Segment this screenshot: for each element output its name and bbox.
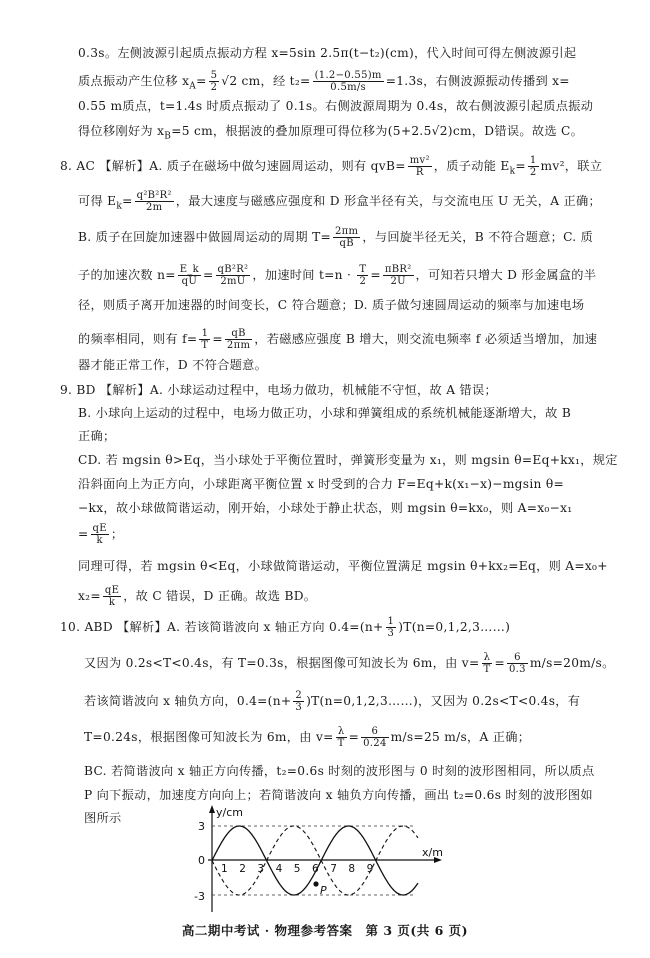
text-line	[78, 475, 590, 493]
denominator: 0.24	[363, 738, 387, 749]
numerator: 6	[361, 726, 388, 738]
text-run: T=0.24s，根据图像可知波长为 6m，由 v=	[84, 730, 334, 744]
denominator: 0.3	[509, 664, 526, 675]
text-run: ；	[110, 527, 124, 541]
text-line	[60, 155, 603, 180]
x-axis-label: x/m	[422, 846, 443, 859]
text-line	[78, 404, 590, 422]
text-run: 得位移刚好为 x	[78, 124, 165, 138]
fraction	[293, 690, 304, 713]
denominator: k	[108, 597, 116, 608]
text-line	[78, 70, 590, 95]
text-run: 器才能正常工作，D 不符合题意。	[78, 358, 268, 372]
text-line	[78, 427, 590, 445]
text-line	[84, 726, 590, 749]
numerator: λ	[336, 726, 347, 738]
text-run: 9. BD 【解析】A. 小球运动过程中，电场力做功，机械能不守恒，故 A 错误；	[60, 383, 497, 397]
text-run: 的频率相同，则有 f=	[78, 332, 198, 346]
text-run: 0.55 m质点，t=1.4s 时质点振动了 0.1s。右侧波源周期为 0.4s，故右侧波源引起质点振动	[78, 99, 594, 113]
fraction	[313, 70, 384, 93]
x-tick-label: 2	[239, 863, 246, 875]
text-line	[60, 616, 590, 639]
denominator: 2m	[145, 202, 163, 213]
fraction	[178, 264, 201, 287]
text-run: P 向下振动，加速度方向向上；若简谐波向 x 轴负方向传播，画出 t₂=0.6s 时刻的波形图如	[84, 788, 593, 802]
denominator: R	[415, 167, 424, 178]
text-run: =	[196, 74, 207, 88]
text-line	[84, 652, 615, 675]
text-run: 又因为 0.2s<T<0.4s，有 T=0.3s，根据图像可知波长为 6m，由 v=	[84, 656, 480, 670]
text-run: =	[212, 332, 223, 346]
numerator: 2πm	[335, 226, 359, 237]
x-tick-label: 9	[366, 863, 374, 875]
text-run: 可得 E	[78, 194, 117, 208]
text-run: 沿斜面向上为正方向，小球距离平衡位置 x 时受到的合力 F=Eq+k(x₁−x)−mgsin θ=	[78, 477, 565, 491]
x-tick-label: 3	[257, 863, 265, 875]
numerator: E_k	[179, 264, 200, 275]
denominator: 2	[359, 276, 367, 287]
text-run: 子的加速次数 n=	[78, 268, 176, 282]
text-run: =	[203, 268, 214, 282]
text-line	[78, 97, 594, 115]
numerator: qB²R²	[217, 264, 249, 275]
text-run: A	[189, 81, 197, 92]
text-run: =	[122, 194, 133, 208]
fraction	[103, 585, 121, 608]
denominator: qU	[181, 276, 198, 287]
text-run: B	[164, 131, 172, 142]
fraction	[333, 226, 360, 249]
fraction	[91, 523, 109, 546]
text-line	[84, 786, 593, 804]
fraction	[386, 616, 397, 639]
text-run: =	[348, 730, 360, 744]
text-run: =	[494, 656, 505, 670]
denominator: 2πm	[226, 340, 251, 351]
text-run: =	[370, 268, 381, 282]
numerator: 2	[295, 690, 303, 701]
y-tick-label: -3	[194, 890, 205, 903]
text-run: ，若磁感应强度 B 增大，则交流电频率 f 必须适当增加，加速	[254, 332, 598, 346]
numerator: 1	[387, 616, 395, 627]
text-line	[78, 264, 597, 287]
denominator: 2	[210, 82, 218, 93]
text-run: x₂=	[78, 589, 101, 603]
fraction	[225, 328, 252, 351]
text-run: )T(n=0,1,2,3……)	[398, 620, 511, 634]
text-run: 图所示	[84, 811, 122, 825]
text-run: k	[509, 166, 516, 177]
text-run: √2 cm，经 t₂=	[221, 74, 311, 88]
text-line	[78, 451, 618, 469]
text-run: B. 质子在回旋加速器中做圆周运动的周期 T=	[78, 230, 332, 244]
text-run: m/s=20m/s。	[529, 656, 615, 670]
text-line	[78, 585, 590, 608]
y-tick-label: 3	[198, 820, 205, 833]
text-line	[78, 557, 608, 575]
text-run: ，最大速度与磁感应强度和 D 形盒半径有关，与交流电压 U 无关，A 正确；	[175, 194, 601, 208]
text-line	[78, 122, 590, 145]
denominator: 2mU	[220, 276, 246, 287]
text-run: ，故 C 错误，D 正确。故选 BD。	[123, 589, 317, 603]
text-run: =	[515, 159, 526, 173]
text-run: ，加速时间 t=n ·	[252, 268, 356, 282]
text-line	[84, 762, 595, 780]
numerator: qE	[104, 585, 120, 596]
denominator: T	[201, 340, 209, 351]
denominator: 0.5m/s	[330, 82, 366, 93]
text-line	[78, 296, 590, 314]
text-run: 8. AC 【解析】A. 质子在磁场中做匀速圆周运动，则有 qvB=	[60, 159, 406, 173]
numerator: 6	[507, 652, 528, 664]
fraction	[408, 155, 432, 178]
text-run: BC. 若简谐波向 x 轴正方向传播，t₂=0.6s 时刻的波形图与 0 时刻的波形图相同，所以质点	[84, 764, 595, 778]
numerator: qE	[92, 523, 107, 534]
fraction	[528, 155, 539, 178]
text-run: 若该简谐波向 x 轴负方向，0.4=(n+	[84, 694, 292, 708]
text-line	[78, 499, 590, 517]
fraction	[135, 190, 174, 213]
text-line	[78, 190, 601, 215]
fraction	[482, 652, 493, 675]
text-run: =1.3s，右侧波源振动传播到 x=	[385, 74, 570, 88]
numerator: q²B²R²	[136, 190, 172, 201]
x-tick-label: 4	[275, 863, 283, 875]
denominator: 3	[387, 628, 395, 639]
page-footer: 高二期中考试 · 物理参考答案 第 3 页(共 6 页)	[181, 923, 469, 938]
y-axis-arrow	[209, 805, 215, 813]
text-run: 质点振动产生位移 x	[78, 74, 190, 88]
denominator: qB	[339, 238, 354, 249]
denominator: T	[483, 664, 491, 675]
x-tick-label: 7	[330, 863, 337, 875]
text-line	[78, 226, 594, 249]
denominator: 3	[295, 702, 303, 713]
text-run: 正确；	[78, 429, 116, 443]
denominator: T	[337, 738, 345, 749]
text-run: mv²，联立	[540, 159, 603, 173]
text-line	[78, 328, 598, 351]
fraction	[507, 652, 528, 675]
text-line	[84, 690, 590, 713]
text-run: ，质子动能 E	[433, 159, 510, 173]
text-run: −kx，故小球做简谐运动，刚开始，小球处于静止状态，则 mgsin θ=kx₀，则 A=x₀−x₁	[78, 501, 573, 515]
text-run: =5 cm，根据波的叠加原理可得位移为(5+2.5√2)cm，D错误。故选 C。	[171, 124, 584, 138]
y-axis-label: y/cm	[216, 806, 243, 819]
text-run: ，与回旋半径无关，B 不符合题意；C. 质	[362, 230, 594, 244]
denominator: k	[96, 535, 103, 546]
fraction	[199, 328, 210, 351]
numerator: πBR²	[384, 264, 412, 275]
numerator: mv²	[409, 155, 430, 166]
text-run: k	[116, 201, 123, 212]
fraction	[209, 70, 220, 93]
text-run: 0.3s。左侧波源引起质点振动方程 x=5sin 2.5π(t−t₂)(cm)，代入时间可得左侧波源引起	[78, 46, 577, 60]
numerator: (1.2−0.55)m	[314, 70, 382, 81]
numerator: 1	[199, 328, 210, 340]
text-run: CD. 若 mgsin θ>Eq，当小球处于平衡位置时，弹簧形变量为 x₁，则 mgsin θ=Eq+kx₁，规定	[78, 453, 618, 467]
text-run: 同理可得，若 mgsin θ<Eq，小球做简谐运动，平衡位置满足 mgsin θ+kx₂=Eq，则 A=x₀+	[78, 559, 608, 573]
point-p-label: P	[320, 884, 327, 897]
fraction	[383, 264, 414, 287]
fraction	[357, 264, 368, 287]
text-line	[78, 356, 590, 374]
text-line	[78, 44, 590, 62]
x-tick-label: 8	[348, 863, 356, 875]
denominator: 2U	[390, 276, 406, 287]
numerator: λ	[482, 652, 493, 664]
text-run: 10. ABD 【解析】A. 若该简谐波向 x 轴正方向 0.4=(n+	[60, 620, 384, 634]
x-tick-label: 1	[221, 863, 228, 875]
point-p-marker	[313, 881, 318, 886]
fraction	[361, 726, 388, 749]
text-line	[60, 381, 590, 399]
text-run: B. 小球向上运动的过程中，电场力做正功，小球和弹簧组成的系统机械能逐渐增大，故 B	[78, 406, 572, 420]
numerator: qB	[225, 328, 252, 340]
fraction	[336, 726, 347, 749]
text-run: 径，则质子离开加速器的时间变长，C 符合题意；D. 质子做匀速圆周运动的频率与加速电场	[78, 298, 585, 312]
text-run: =	[78, 527, 89, 541]
denominator: 2	[529, 167, 537, 178]
x-tick-label: 6	[312, 863, 319, 875]
numerator: 1	[529, 155, 537, 166]
numerator: T	[359, 264, 367, 275]
text-run: m/s=25 m/s，A 正确；	[390, 730, 531, 744]
wave-figure	[186, 804, 456, 916]
text-line	[78, 523, 590, 546]
text-run: ，可知若只增大 D 形金属盒的半	[415, 268, 597, 282]
text-run: )T(n=0,1,2,3……)，又因为 0.2s<T<0.4s，有	[306, 694, 581, 708]
y-tick-label: 0	[198, 854, 205, 867]
fraction	[216, 264, 251, 287]
numerator: 5	[210, 70, 218, 81]
x-tick-label: 5	[293, 863, 301, 875]
